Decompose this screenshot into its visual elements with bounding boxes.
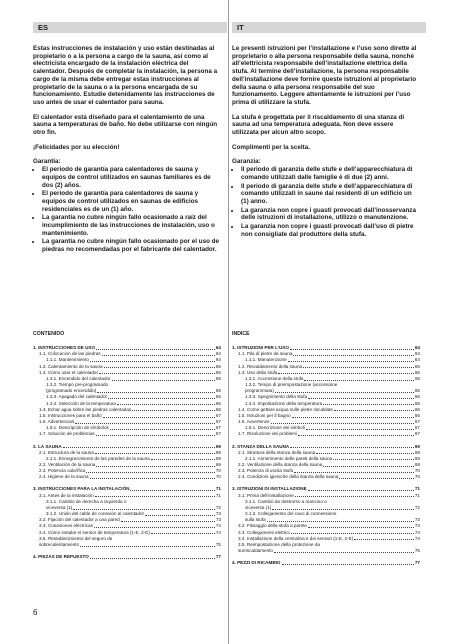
toc-entry-page: 69 bbox=[414, 461, 420, 467]
toc-entry-page: 64 bbox=[414, 345, 420, 351]
toc-entry-page: 69 bbox=[414, 455, 420, 461]
toc-entry bbox=[33, 474, 221, 480]
guarantee-list bbox=[232, 166, 420, 238]
toc-entry-title: 1.1. Pila di pietre da sauna bbox=[238, 351, 293, 357]
toc-entry-title: programmata) bbox=[245, 388, 274, 394]
toc-entry-title: 3. ISTRUZIONI DI INSTALLAZIONE bbox=[232, 486, 307, 492]
toc-leader-dots bbox=[99, 373, 215, 374]
toc-entry-page: 74 bbox=[414, 529, 420, 535]
toc-entry-page: 69 bbox=[414, 443, 420, 449]
toc-entry-page: 66 bbox=[215, 394, 221, 400]
toc-entry-page: 74 bbox=[414, 535, 420, 541]
toc-leader-dots bbox=[306, 429, 414, 430]
page-number: 6 bbox=[33, 608, 38, 617]
toc-leader-dots bbox=[271, 423, 414, 424]
toc-entry-title: 1. INSTRUCCIONES DE USO bbox=[33, 345, 96, 351]
toc-entry-title: 2.4. Condizioni igieniche della stanza della sauna bbox=[238, 474, 339, 480]
toc-leader-dots bbox=[339, 478, 414, 479]
toc-entry bbox=[232, 548, 420, 554]
guarantee-item: • La garantía no cubre ningún fallo ocasionado por el uso de piedras no recomendadas por el fabricante del calentador. bbox=[42, 238, 221, 253]
toc-entry-page: 77 bbox=[414, 560, 420, 566]
toc-leader-dots bbox=[95, 496, 215, 497]
toc-list bbox=[33, 345, 221, 560]
toc-leader-dots bbox=[308, 490, 414, 491]
toc-entry-title: 1.3.3. Spegnimento della stufa bbox=[245, 394, 308, 400]
toc-leader-dots bbox=[333, 459, 414, 460]
toc-entry-page: 66 bbox=[215, 400, 221, 406]
toc-entry-title: 1.3.2. Tempo di preimpostazione (accensione bbox=[245, 382, 338, 388]
toc-entry-page: 66 bbox=[414, 412, 420, 418]
toc-leader-dots bbox=[323, 466, 414, 467]
toc-entry-page: 75 bbox=[215, 541, 221, 547]
toc-entry-page: 69 bbox=[215, 449, 221, 455]
toc-entry-page: 74 bbox=[215, 529, 221, 535]
toc-leader-dots bbox=[96, 349, 215, 350]
toc-title: CONTENIDO bbox=[33, 331, 65, 337]
toc-entry-title: 3.3. Conexiones eléctricas bbox=[39, 523, 93, 529]
toc-entry bbox=[232, 560, 420, 566]
toc-entry-page: 67 bbox=[215, 431, 221, 437]
toc-entry-page: 67 bbox=[414, 419, 420, 425]
toc-entry bbox=[232, 474, 420, 480]
toc-entry-title: 3.2. Fijación del calentador a una pared bbox=[39, 517, 120, 523]
toc-leader-dots bbox=[96, 466, 215, 467]
toc-entry-title: 2. LA SAUNA bbox=[33, 443, 62, 449]
toc-leader-dots bbox=[132, 410, 215, 411]
guarantee-item: • Il periodo di garanzia delle stufe e dell’apparecchiatura di comando utilizzati dalle famiglie è di due (2) anni. bbox=[241, 166, 420, 181]
guarantee-list bbox=[33, 166, 221, 254]
toc-leader-dots bbox=[121, 521, 215, 522]
toc-leader-dots bbox=[288, 361, 414, 362]
guarantee-item: • El periodo de garantía para calentadores de sauna y equipos de control utilizados en saunas de edificios residenciales es de un (1) año. bbox=[42, 190, 221, 213]
toc-entry-title: 1.3.4. Impostazione della temperatura bbox=[245, 400, 323, 406]
toc-entry-title: viceversa (1) bbox=[245, 504, 272, 510]
toc-entry-page: 67 bbox=[215, 412, 221, 418]
toc-entry-title: 4. PIEZAS DE REPUESTO bbox=[33, 554, 89, 559]
toc-entry-title: 1.5. Istruzioni per il bagno bbox=[238, 412, 291, 418]
toc-entry-title: 1.4. Echar agua sobre las piedras calentadas bbox=[39, 406, 132, 412]
guarantee-item: • Il periodo di garanzia delle stufe e dell’apparecchiatura di comando utilizzati in saune dai residenti di un edificio un (1) anno. bbox=[241, 183, 420, 206]
toc-entry-title: (programado encendido) bbox=[46, 388, 97, 394]
toc-leader-dots bbox=[290, 349, 414, 350]
toc-entry bbox=[33, 554, 221, 560]
toc-entry-page: 71 bbox=[414, 486, 420, 492]
toc-es bbox=[33, 331, 221, 560]
toc-entry-page: 69 bbox=[215, 455, 221, 461]
toc-entry-title: 1.5. Instrucciones para el baño bbox=[39, 412, 102, 418]
toc-entry-title: 2.2. Ventilación de la sauna bbox=[39, 461, 96, 467]
toc-entry-page: 73 bbox=[414, 517, 420, 523]
toc-leader-dots bbox=[303, 367, 414, 368]
lang-header-es bbox=[33, 22, 227, 33]
toc-leader-dots bbox=[108, 398, 215, 399]
toc-leader-dots bbox=[151, 533, 215, 534]
toc-entry-page: 73 bbox=[215, 511, 221, 517]
toc-entry-title: 3.5. Reimpostazione della protezione da bbox=[238, 541, 320, 547]
toc-entry-page: 65 bbox=[215, 375, 221, 381]
toc-entry-title: 2.3. Potenza di uscita stufa bbox=[238, 468, 294, 474]
intro-it bbox=[232, 45, 420, 239]
toc-leader-dots bbox=[275, 392, 414, 393]
toc-entry-page: 65 bbox=[414, 388, 420, 394]
toc-leader-dots bbox=[95, 453, 215, 454]
toc-leader-dots bbox=[290, 447, 414, 448]
toc-it bbox=[232, 331, 420, 566]
toc-entry-title: 1.4. Come gettare acqua sulle pietre riscaldate bbox=[238, 406, 333, 412]
toc-entry-title: 2.1.1. Ennegrecimiento de las paredes de la sauna bbox=[46, 455, 150, 461]
guarantee-item: • La garanzia non copre i guasti provocati dall’inosservanza delle istruzioni di installazione, utilizzo o manutenzione. bbox=[241, 207, 420, 222]
toc-entry-page: 64 bbox=[414, 357, 420, 363]
toc-entry-title: 3.3. Collegamenti elettrici bbox=[238, 529, 290, 535]
toc-entry-title: 2.1. Struttura della stanza della sauna bbox=[238, 449, 316, 455]
intro-paragraph-2: El calentador está diseñado para el calentamiento de una sauna a temperaturas de baño. No debe utilizarse con ningún otro fin. bbox=[33, 113, 218, 137]
toc-entry-title: 3.4. Cómo instalar el sensor de temperatura (1-E, 2-E) bbox=[39, 529, 150, 535]
toc-entry-page: 66 bbox=[414, 400, 420, 406]
toc-leader-dots bbox=[90, 361, 215, 362]
toc-leader-dots bbox=[103, 417, 215, 418]
toc-entry-title: 1.1.1. Mantenimiento bbox=[46, 357, 89, 363]
toc-entry-page: 70 bbox=[414, 468, 420, 474]
toc-leader-dots bbox=[278, 373, 414, 374]
toc-entry-page: 65 bbox=[414, 363, 420, 369]
toc-entry-page: 64 bbox=[215, 351, 221, 357]
toc-entry bbox=[232, 431, 420, 437]
toc-entry-page: 70 bbox=[414, 474, 420, 480]
toc-entry-title: 3.1.1. Cambio da destrorso a mancino o bbox=[245, 498, 327, 504]
toc-entry-page: 65 bbox=[414, 375, 420, 381]
toc-entry-title: sobrecalentamiento bbox=[39, 541, 80, 547]
toc-leader-dots bbox=[308, 527, 414, 528]
toc-entry-page: 64 bbox=[414, 351, 420, 357]
toc-entry-page: 64 bbox=[215, 357, 221, 363]
toc-entry-page: 67 bbox=[215, 425, 221, 431]
toc-leader-dots bbox=[294, 472, 414, 473]
toc-leader-dots bbox=[292, 417, 414, 418]
toc-entry-title: 1.3.1. Accensione della stufa bbox=[245, 375, 304, 381]
toc-leader-dots bbox=[282, 564, 414, 565]
lang-code-es: ES bbox=[38, 23, 49, 32]
toc-entry-page: 71 bbox=[215, 486, 221, 492]
toc-entry-title: 1.3.4. Selección de la temperatura bbox=[46, 400, 116, 406]
toc-entry-page: 67 bbox=[414, 431, 420, 437]
toc-entry-title: 2.1. Estructura de la sauna bbox=[39, 449, 94, 455]
toc-entry-title: 3.1.1. Cambio de derecha a izquierda o bbox=[46, 498, 127, 504]
guarantee-item: • La garanzia non copre i guasti provocati dall’uso di pietre non consigliate dal produttore della stufa. bbox=[241, 223, 420, 238]
toc-entry-page: 74 bbox=[215, 523, 221, 529]
lang-header-it bbox=[232, 22, 426, 33]
toc-leader-dots bbox=[295, 496, 414, 497]
toc-leader-dots bbox=[75, 423, 215, 424]
toc-entry-page: 65 bbox=[414, 369, 420, 375]
toc-entry-title: 1.6. Avvertenze bbox=[238, 419, 270, 425]
toc-entry-title: 1.3.2. Tiempo pre-programado bbox=[46, 382, 109, 388]
toc-leader-dots bbox=[323, 404, 414, 405]
guarantee-title: Garanzia: bbox=[232, 158, 261, 166]
toc-entry-page: 77 bbox=[215, 554, 221, 559]
guarantee-item: • El periodo de garantía para calentadores de sauna y equipos de control utilizados en saunas familiares es de dos (2) años. bbox=[42, 166, 221, 189]
toc-leader-dots bbox=[267, 521, 414, 522]
toc-leader-dots bbox=[308, 398, 414, 399]
toc-leader-dots bbox=[63, 447, 215, 448]
column-divider bbox=[228, 0, 229, 644]
toc-entry bbox=[33, 431, 221, 437]
intro-paragraph-2: La stufa è progettata per il riscaldamento di una stanza di sauna ad una temperatura adeguata. Non deve essere utilizzata per alcun altro scopo. bbox=[232, 113, 405, 137]
intro-paragraph-3: Complimenti per la scelta. bbox=[232, 143, 311, 151]
toc-leader-dots bbox=[94, 527, 215, 528]
toc-entry-page: 65 bbox=[215, 369, 221, 375]
toc-title: INDICE bbox=[232, 331, 250, 337]
toc-entry-page: 64 bbox=[215, 345, 221, 351]
toc-leader-dots bbox=[130, 490, 214, 491]
toc-entry-title: 1.6.1. Descripción de símbolos bbox=[46, 425, 109, 431]
toc-entry-title: 3.1.2. Collegamento del cavo di connessione bbox=[245, 511, 337, 517]
toc-entry-title: 1.3. Uso della stufa bbox=[238, 369, 278, 375]
toc-entry-title: 2.2. Ventilazione della stanza della sauna bbox=[238, 461, 323, 467]
toc-leader-dots bbox=[86, 472, 214, 473]
toc-entry-page: 66 bbox=[414, 394, 420, 400]
toc-entry-title: viceversa (1) bbox=[46, 504, 73, 510]
toc-entry-page: 69 bbox=[215, 461, 221, 467]
guarantee-item: • La garantía no cubre ningún fallo ocasionado a raíz del incumplimiento de las instrucciones de instalación, uso o mantenimiento. bbox=[42, 214, 221, 237]
toc-entry-page: 69 bbox=[215, 443, 221, 449]
toc-entry-page: 73 bbox=[215, 517, 221, 523]
toc-entry-title: 1.3.1. Encendido del calentador bbox=[46, 375, 111, 381]
toc-entry-title: 1.7. Risoluzione dei problemi bbox=[238, 431, 297, 437]
toc-entry-title: 1.3. Cómo usar el calentador bbox=[39, 369, 98, 375]
toc-entry-page: 70 bbox=[215, 474, 221, 480]
toc-entry-page: 65 bbox=[215, 363, 221, 369]
toc-entry-page: 70 bbox=[215, 468, 221, 474]
toc-entry-title: 1.3.3. Apagado del calentador bbox=[46, 394, 108, 400]
toc-entry-page: 73 bbox=[414, 523, 420, 529]
toc-leader-dots bbox=[298, 435, 414, 436]
toc-leader-dots bbox=[117, 404, 215, 405]
toc-entry-title: 1.2. Calentamiento de la sauna bbox=[39, 363, 103, 369]
toc-entry-title: 1. ISTRUZIONI PER L’USO bbox=[232, 345, 289, 351]
toc-leader-dots bbox=[110, 429, 215, 430]
toc-entry-page: 71 bbox=[215, 492, 221, 498]
toc-leader-dots bbox=[96, 435, 215, 436]
toc-leader-dots bbox=[354, 539, 414, 540]
toc-entry-page: 71 bbox=[414, 492, 420, 498]
intro-es bbox=[33, 45, 221, 255]
toc-leader-dots bbox=[274, 552, 414, 553]
toc-leader-dots bbox=[73, 509, 215, 510]
lang-code-it: IT bbox=[237, 23, 244, 32]
toc-entry-title: 1.6.1. Descrizione dei simboli bbox=[245, 425, 305, 431]
toc-entry-title: surriscaldamento bbox=[238, 548, 273, 553]
toc-entry-title: sulla stufa bbox=[245, 517, 266, 523]
toc-entry-title: 3.2. Fissaggio della stufa a parete bbox=[238, 523, 307, 529]
toc-list bbox=[232, 345, 420, 566]
intro-paragraph-3: ¡Felicidades por su elección! bbox=[33, 143, 120, 151]
toc-entry bbox=[33, 542, 221, 548]
toc-entry-page: 67 bbox=[414, 425, 420, 431]
toc-entry-title: 3.1. Prima dell’installazione bbox=[238, 492, 294, 498]
toc-entry-title: 3.4. Installazione della centralina e dei sensori (1-E, 2-E) bbox=[238, 535, 354, 541]
toc-entry-title: 3.1. Antes de la instalación bbox=[39, 492, 94, 498]
toc-leader-dots bbox=[334, 410, 414, 411]
toc-entry-title: 3. INSTRUCCIONES PARA LA INSTALACIÓN bbox=[33, 486, 130, 492]
toc-entry-page: 72 bbox=[215, 504, 221, 510]
toc-leader-dots bbox=[293, 355, 413, 356]
toc-leader-dots bbox=[97, 392, 215, 393]
toc-entry-page: 66 bbox=[414, 406, 420, 412]
toc-entry-title: 4. PEZZI DI RICAMBIO bbox=[232, 560, 281, 566]
toc-leader-dots bbox=[104, 367, 215, 368]
toc-entry-title: 2.1.1. Annerimento delle pareti della sauna bbox=[245, 455, 333, 461]
guarantee-title: Garantía: bbox=[33, 158, 61, 166]
toc-entry-title: 3.5. Restablecimiento del seguro de bbox=[39, 535, 113, 541]
toc-leader-dots bbox=[80, 546, 215, 547]
toc-entry-page: 75 bbox=[414, 548, 420, 553]
toc-entry-title: 1.7. Solución de problemas bbox=[39, 431, 95, 437]
toc-entry-page: 67 bbox=[215, 419, 221, 425]
toc-leader-dots bbox=[145, 515, 215, 516]
toc-entry-title: 2. STANZA DELLA SAUNA bbox=[232, 443, 290, 449]
toc-entry-title: 2.3. Potencia calorífica bbox=[39, 468, 86, 474]
toc-leader-dots bbox=[102, 355, 215, 356]
toc-leader-dots bbox=[316, 453, 414, 454]
toc-entry-page: 72 bbox=[414, 504, 420, 510]
intro-paragraph-1: Estas instrucciones de instalación y uso están destinadas al propietario o a la persona a cargo de la sauna, así como al electricista encargado de la instalación eléctrica del calentador. Después de completar la instalación, la persona a cargo de la misma debe entregar estas instrucciones al propietario de la sauna o a la persona encargada de su funcionamiento. Estudie detenidamente las instrucciones de uso antes de usar el calentador para sauna. bbox=[33, 45, 218, 106]
toc-entry-title: 1.1. Colocacion de las piedras bbox=[39, 351, 101, 357]
intro-paragraph-1: Le presenti istruzioni per l’installazione e l’uso sono dirette al proprietario o alla persona responsabile della sauna, nonché all’elettricista responsabile dell’installazione elettrica della stufa. Al termine dell’installazione, la persona responsabile dell’installazione deve fornire queste istruzioni al proprietario della sauna o alla persona responsabile del suo funzionamento. Leggere attentamente le istruzioni per l’uso prima di utilizzare la stufa. bbox=[232, 45, 417, 106]
toc-entry-title: 1.1.1. Manutenzione bbox=[245, 357, 287, 363]
toc-entry-page: 66 bbox=[215, 406, 221, 412]
toc-entry-title: 2.4. Higiene de la sauna bbox=[39, 474, 89, 480]
toc-leader-dots bbox=[90, 558, 215, 559]
toc-leader-dots bbox=[112, 380, 215, 381]
toc-leader-dots bbox=[272, 509, 414, 510]
toc-leader-dots bbox=[90, 478, 215, 479]
toc-leader-dots bbox=[151, 459, 215, 460]
toc-entry-title: 1.2. Riscaldamento della sauna bbox=[238, 363, 303, 369]
toc-leader-dots bbox=[304, 380, 413, 381]
toc-entry-title: 3.1.2. Unión del cable de conexión al calentador bbox=[46, 511, 145, 517]
toc-leader-dots bbox=[291, 533, 414, 534]
toc-entry-title: 1.6. Advertencias bbox=[39, 419, 75, 425]
toc-entry-page: 69 bbox=[414, 449, 420, 455]
toc-entry-page: 65 bbox=[215, 388, 221, 394]
